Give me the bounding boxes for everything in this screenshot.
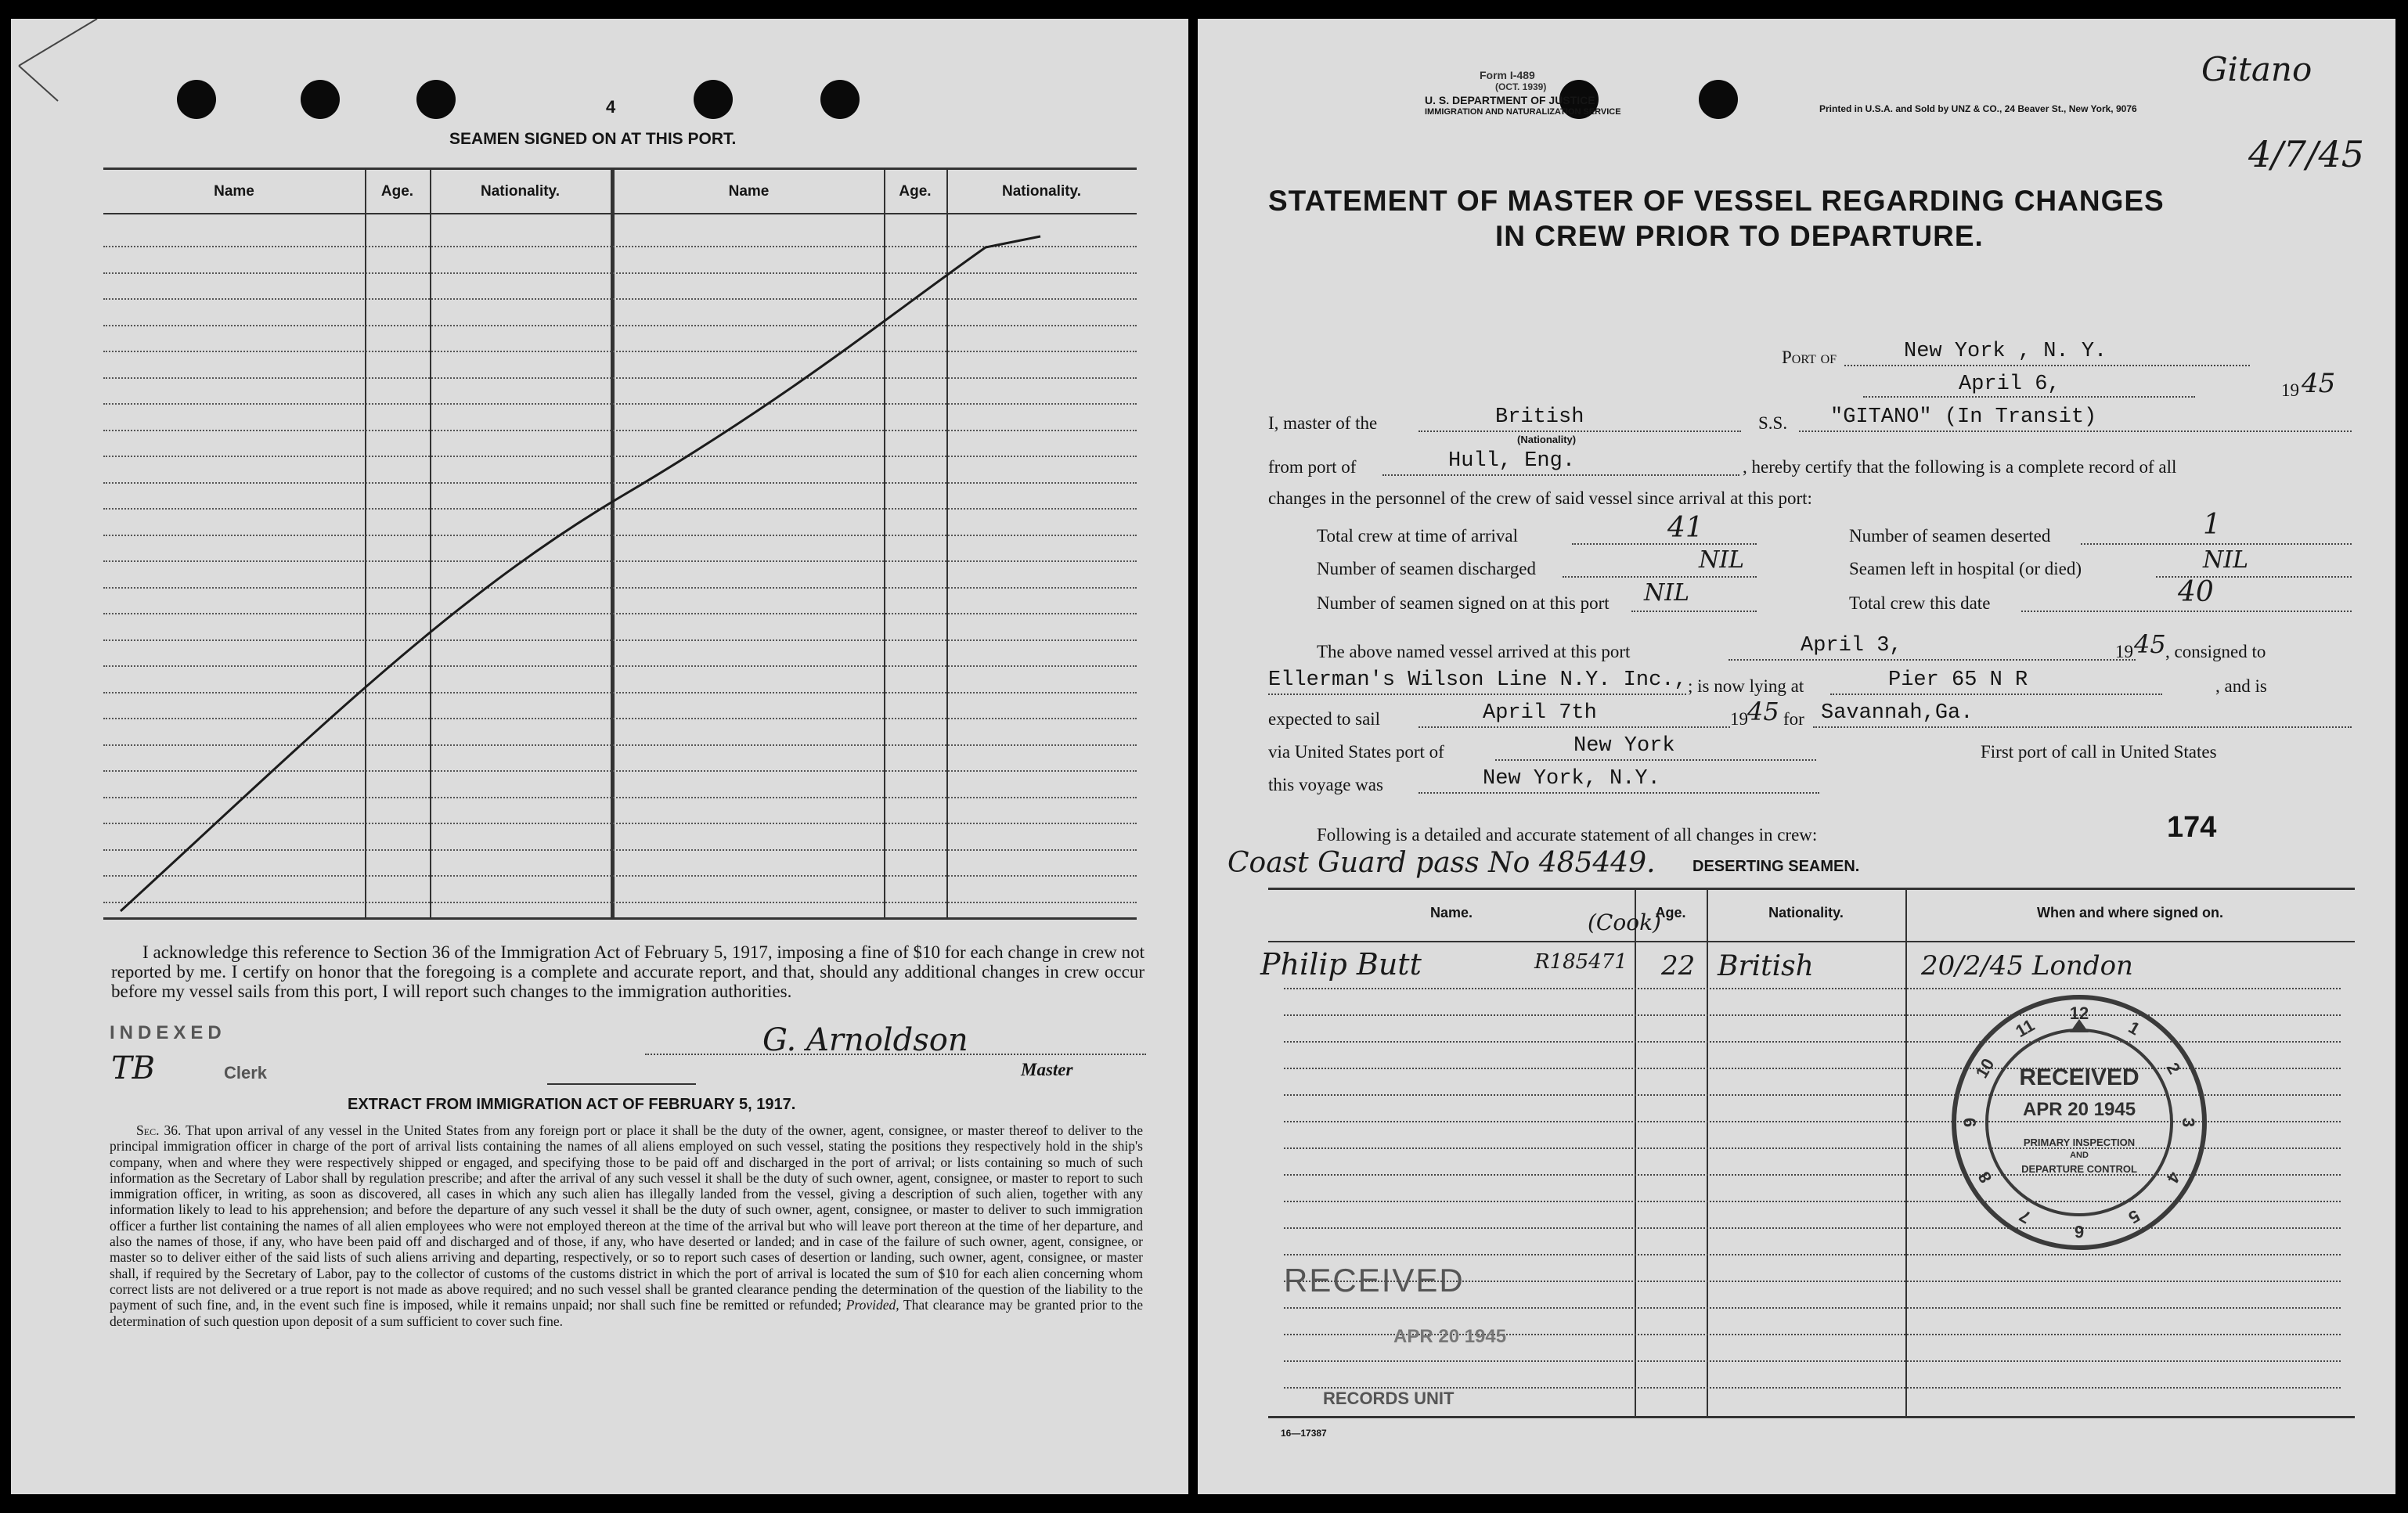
total-crew-arrival-value: 41 (1667, 512, 1703, 544)
stamp-received: RECEIVED (2019, 1065, 2139, 1090)
col-header-name: Name (214, 183, 254, 200)
arrived-year-prefix: 19 (2115, 642, 2133, 661)
stamp-hour-label: 6 (2074, 1222, 2085, 1241)
sail-year: 45 (1747, 697, 1779, 726)
department-name: U. S. DEPARTMENT OF JUSTICE (1425, 94, 1595, 106)
year-prefix: 19 (2281, 380, 2299, 400)
discharged-value: NIL (1699, 546, 1745, 574)
clerk-label: Clerk (224, 1063, 268, 1083)
section-title: SEAMEN SIGNED ON AT THIS PORT. (449, 130, 737, 148)
from-port-value: Hull, Eng. (1448, 449, 1576, 473)
stamp-hour-label: 10 (1971, 1054, 1999, 1082)
arrived-label: The above named vessel arrived at this port (1317, 642, 1631, 661)
seaman-number: R185471 (1534, 950, 1628, 974)
provided-label: Provided, (845, 1297, 899, 1313)
col-header-signed-on: When and where signed on. (2036, 905, 2224, 920)
stamp-number: 174 (2167, 811, 2217, 844)
stamp-hour-label: 1 (2125, 1017, 2143, 1039)
stamp-line3: DEPARTURE CONTROL (2021, 1163, 2137, 1175)
punch-hole (1699, 80, 1738, 119)
form-number: Form I-489 (1480, 69, 1535, 81)
received-stamp-date: APR 20 1945 (1393, 1326, 1507, 1347)
ship-value: "GITANO" (In Transit) (1830, 405, 2097, 429)
col-header-nationality: Nationality. (1768, 905, 1844, 920)
right-page (1198, 19, 2395, 1494)
stamp-hour-label: 2 (2162, 1058, 2185, 1077)
first-port-label: First port of call in United States (1981, 742, 2217, 762)
hospital-value: NIL (2203, 546, 2249, 574)
handwritten-vessel: Gitano (2201, 50, 2312, 88)
seaman-role: (Cook) (1588, 910, 1661, 935)
consigned-label: , consigned to (2165, 642, 2266, 661)
deserted-label: Number of seamen deserted (1849, 526, 2051, 546)
discharged-label: Number of seamen discharged (1317, 559, 1536, 578)
seaman-signed-on: 20/2/45 London (1921, 950, 2133, 982)
received-stamp: RECEIVED (1284, 1262, 1465, 1299)
master-of-label: I, master of the (1268, 413, 1378, 433)
total-crew-date-label: Total crew this date (1849, 593, 1991, 613)
ss-label: S.S. (1758, 413, 1788, 433)
indexed-stamp: INDEXED (110, 1022, 226, 1043)
stamp-date: APR 20 1945 (2022, 1099, 2136, 1120)
stamp-hour-label: 4 (2162, 1168, 2185, 1187)
table-row (1284, 1360, 2341, 1362)
date-value: April 6, (1959, 373, 2060, 396)
hospital-label: Seamen left in hospital (or died) (1849, 559, 2082, 578)
sail-year-prefix: 19 (1730, 709, 1748, 729)
section-label: Sec. 36. (136, 1122, 182, 1138)
deserting-title: DESERTING SEAMEN. (1692, 858, 1860, 875)
deserted-value: 1 (2203, 509, 2221, 541)
stamp-hour-label: 12 (2069, 1003, 2089, 1023)
total-crew-date-value: 40 (2178, 576, 2214, 608)
page-number: 4 (606, 97, 616, 117)
stamp-hour-label: 5 (2125, 1205, 2143, 1228)
master-label: Master (1021, 1060, 1073, 1079)
following-text: Following is a detailed and accurate statement of all changes in crew: (1317, 825, 1818, 845)
signed-on-label: Number of seamen signed on at this port (1317, 593, 1610, 613)
year-value: 45 (2302, 368, 2336, 399)
stamp-hour-label: 7 (2015, 1205, 2034, 1228)
lying-label: ; is now lying at (1688, 676, 1804, 696)
and-is-label: , and is (2215, 676, 2267, 696)
arrived-year: 45 (2134, 629, 2166, 659)
records-unit-stamp: RECORDS UNIT (1323, 1389, 1455, 1408)
nationality-value: British (1495, 405, 1584, 429)
signed-on-value: NIL (1644, 579, 1690, 607)
certify-text: , hereby certify that the following is a complete record of all (1743, 457, 2177, 477)
via-label: via United States port of (1268, 742, 1444, 762)
extract-tail: That clearance may be granted prior to the determination of such question upon deposit of a sum sufficient to cover such fine. (110, 1297, 1144, 1329)
col-header-name: Name. (1429, 905, 1473, 920)
form-title-line1: STATEMENT OF MASTER OF VESSEL REGARDING CHANGES (1268, 185, 2165, 217)
sail-label: expected to sail (1268, 709, 1381, 729)
consignee-value: Ellerman's Wilson Line N.Y. Inc., (1268, 668, 1687, 692)
lying-value: Pier 65 N R (1888, 668, 2028, 692)
voyage-value: New York, N.Y. (1483, 767, 1660, 791)
from-port-label: from port of (1268, 457, 1357, 477)
changes-text: changes in the personnel of the crew of said vessel since arrival at this port: (1268, 488, 1812, 508)
col-header-nationality: Nationality. (481, 183, 560, 200)
port-value: New York , N. Y. (1904, 340, 2107, 363)
left-page (11, 19, 1188, 1494)
col-header-age: Age. (899, 183, 932, 200)
handwritten-date: 4/7/45 (2248, 133, 2365, 175)
table-row (1284, 1307, 2341, 1309)
via-value: New York (1573, 734, 1675, 758)
col-header-age: Age. (380, 183, 414, 200)
col-header-age: Age. (1655, 905, 1686, 920)
for-label: for (1783, 709, 1804, 729)
form-title-line2: IN CREW PRIOR TO DEPARTURE. (1495, 220, 1984, 252)
extract-title: EXTRACT FROM IMMIGRATION ACT OF FEBRUARY 5, 1917. (348, 1096, 796, 1113)
destination-value: Savannah,Ga. (1821, 701, 1974, 725)
stamp-line1: PRIMARY INSPECTION (2023, 1137, 2136, 1148)
total-crew-arrival-label: Total crew at time of arrival (1317, 526, 1519, 546)
seaman-age: 22 (1661, 950, 1696, 982)
seaman-nationality: British (1718, 950, 1814, 982)
master-signature: G. Arnoldson (762, 1022, 968, 1058)
coast-guard-note: Coast Guard pass No 485449. (1227, 847, 1656, 879)
footer-code: 16—17387 (1281, 1428, 1327, 1439)
sail-value: April 7th (1483, 701, 1597, 725)
printer-line: Printed in U.S.A. and Sold by UNZ & CO., 24 Beaver St., New York, 9076 (1819, 103, 2137, 114)
nationality-caption: (Nationality) (1517, 434, 1577, 445)
voyage-label: this voyage was (1268, 775, 1383, 794)
form-subnumber: (OCT. 1939) (1495, 81, 1547, 92)
extract-body (110, 1122, 1143, 1329)
acknowledgment-text: I acknowledge this reference to Section 36 of the Immigration Act of February 5, 1917, imposing a fine of $10 for each change in crew not reported by me. I certify on honor that the foregoing is a complete and accurate report, and that, should any additional changes in crew occur before my vessel sails from this port, I will report such changes to the immigration authorities. (111, 942, 1145, 1001)
diagonal-cancel-line (11, 19, 1188, 958)
stamp-ring-icon (1946, 989, 2212, 1255)
port-label: Port of (1782, 348, 1837, 367)
clerk-initials: TB (111, 1050, 156, 1086)
stamp-hour-label: 11 (2011, 1014, 2038, 1041)
arrived-value: April 3, (1801, 634, 1902, 657)
stamp-line2: AND (2070, 1151, 2089, 1160)
stamp-hour-label: 8 (1974, 1168, 1996, 1187)
service-name: IMMIGRATION AND NATURALIZATION SERVICE (1425, 107, 1621, 117)
stamp-hour-label: 9 (1960, 1117, 1980, 1128)
seaman-name: Philip Butt (1260, 947, 1422, 982)
extract-text: That upon arrival of any vessel in the United States from any foreign port or place it shall be the duty of the owner, agent, consignee, or master thereof to deliver to the principal immigration officer in charge of the port of arrival lists containing the names of all aliens employed on such vessel, stating the positions they respectively hold in the ship's company, when and where they were respectively shipped or engaged, and specifying those to be paid off and discharged in the port of arrival; or lists containing so much of such information as the Secretary of Labor shall by regulation prescribe; and after the arrival of any such vessel it shall be the duty of such owner, agent, consignee, or master to report to such immigration officer, in writing, as soon as discovered, all cases in which any such alien has illegally landed from the vessel, giving a description of such alien, together with any information likely to lead to his apprehension; and before the departure of any such vessel it shall be the duty of such owner, agent, consignee, or master to deliver to such immigration officer a further list containing the names of all alien employees who were not employed thereon at the time of the arrival but who will leave port thereon at the time of her departure, and also the names of those, if any, who have been paid off and discharged and of those, if any, who have deserted or landed; and in case of the failure of such owner, agent, consignee, or master so to deliver either of the said lists of such aliens arriving and departing, respectively, or so to report such cases of desertion or landing, such owner, agent, consignee, or master shall, if required by the Secretary of Labor, pay to the collector of customs of the customs district in which the port of arrival is located the sum of $10 for each alien concerning whom correct lists are not delivered or a true report is not made as above required; and no such vessel shall be granted clearance pending the determination of the question of the liability to the payment of such fine, and, in the event such fine is imposed, while it remains unpaid; nor shall such fine be remitted or refunded; (110, 1122, 1143, 1313)
col-header-name: Name (728, 183, 770, 200)
stamp-hour-label: 3 (2179, 1117, 2198, 1128)
col-header-nationality: Nationality. (1002, 183, 1081, 200)
round-received-stamp (1946, 989, 2212, 1255)
